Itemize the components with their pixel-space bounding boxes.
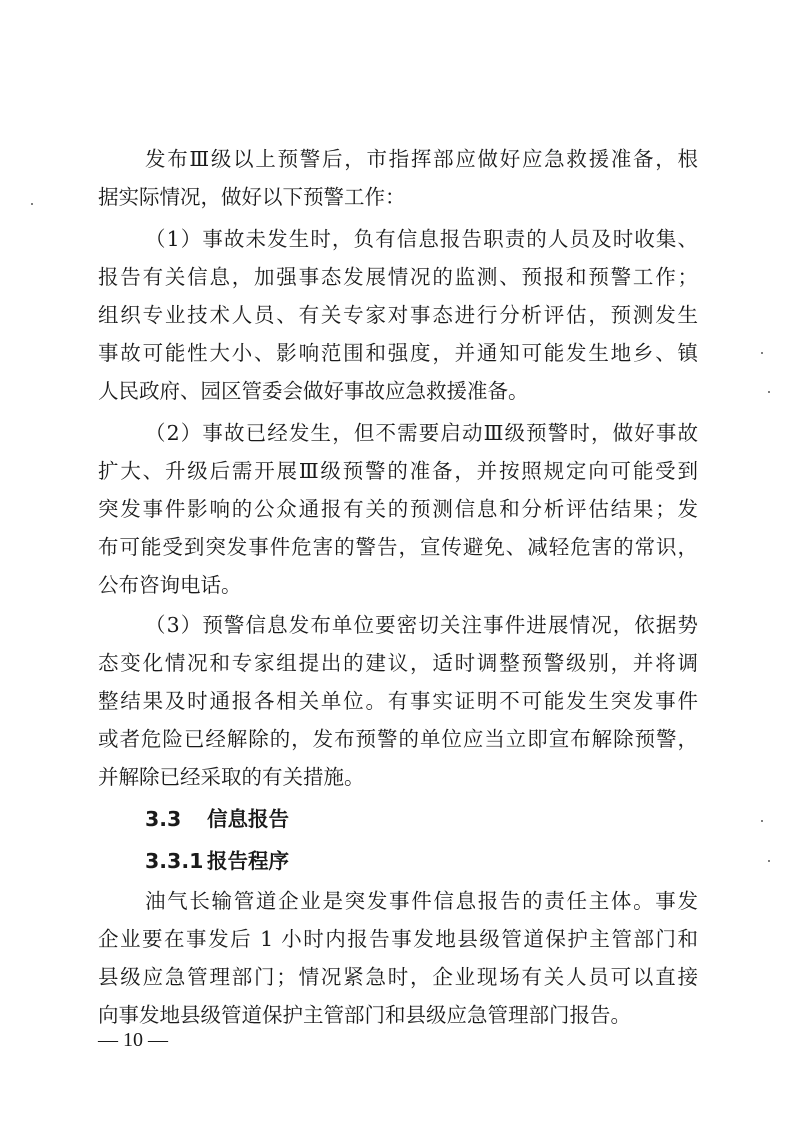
- subsection-title: 报告程序: [207, 849, 289, 873]
- paragraph-line: （1）事故未发生时，负有信息报告职责的人员及时收集、: [145, 227, 698, 251]
- paragraph-line: 人民政府、园区管委会做好事故应急救援准备。: [98, 379, 529, 403]
- section-heading: [145, 806, 698, 832]
- page-number: — 10 —: [98, 1029, 168, 1051]
- scan-speck: [768, 391, 770, 393]
- scan-speck: [761, 352, 763, 354]
- scan-speck: [31, 203, 33, 205]
- subsection-number: 3.3.1: [145, 849, 204, 873]
- scan-speck: [768, 860, 770, 862]
- paragraph-line: 或者危险已经解除的，发布预警的单位应当立即宣布解除预警，: [98, 727, 698, 751]
- paragraph-line: 并解除已经采取的有关措施。: [98, 765, 365, 789]
- paragraph-line: （3）预警信息发布单位要密切关注事件进展情况，依据势: [145, 613, 698, 637]
- paragraph-line: 油气长输管道企业是突发事件信息报告的责任主体。事发: [145, 889, 698, 913]
- paragraph-line: 向事发地县级管道保护主管部门和县级应急管理部门报告。: [98, 1003, 631, 1027]
- scan-speck: [761, 820, 763, 822]
- paragraph-line: 布可能受到突发事件危害的警告，宣传避免、减轻危害的常识，: [98, 535, 698, 559]
- paragraph-line: 突发事件影响的公众通报有关的预测信息和分析评估结果；发: [98, 497, 698, 521]
- paragraph-line: 据实际情况，做好以下预警工作：: [98, 185, 406, 209]
- paragraph-line: （2）事故已经发生，但不需要启动Ⅲ级预警时，做好事故: [145, 421, 698, 445]
- paragraph-line: 企业要在事发后 1 小时内报告事发地县级管道保护主管部门和: [98, 927, 698, 951]
- paragraph-line: 报告有关信息，加强事态发展情况的监测、预报和预警工作；: [98, 265, 698, 289]
- paragraph-line: 公布咨询电话。: [98, 573, 242, 597]
- subsection-heading: [145, 848, 698, 874]
- section-number: 3.3: [145, 807, 182, 831]
- paragraph-line: 扩大、升级后需开展Ⅲ级预警的准备，并按照规定向可能受到: [98, 459, 698, 483]
- paragraph-line: 态变化情况和专家组提出的建议，适时调整预警级别，并将调: [98, 651, 698, 675]
- paragraph-line: 组织专业技术人员、有关专家对事态进行分析评估，预测发生: [98, 303, 698, 327]
- paragraph-line: 整结果及时通报各相关单位。有事实证明不可能发生突发事件: [98, 689, 698, 713]
- section-title: 信息报告: [207, 807, 289, 831]
- paragraph-line: 事故可能性大小、影响范围和强度，并通知可能发生地乡、镇: [98, 341, 698, 365]
- paragraph-line: 发布Ⅲ级以上预警后，市指挥部应做好应急救援准备，根: [145, 147, 698, 171]
- paragraph-line: 县级应急管理部门；情况紧急时，企业现场有关人员可以直接: [98, 965, 698, 989]
